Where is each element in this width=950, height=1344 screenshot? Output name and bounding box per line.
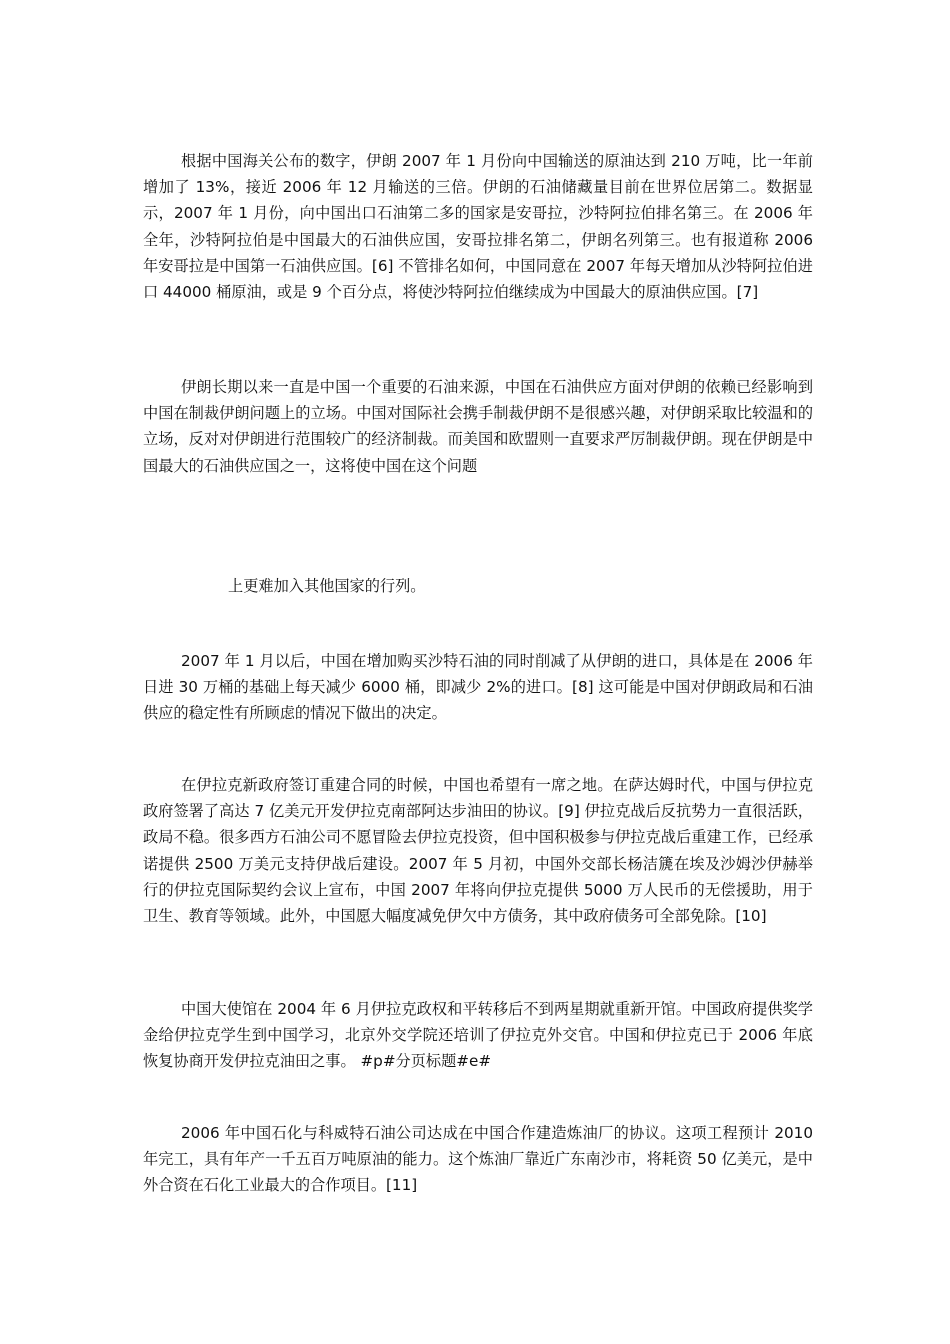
paragraph-refinery: 2006 年中国石化与科威特石油公司达成在中国合作建造炼油厂的协议。这项工程预计 2010 年完工，具有年产一千五百万吨原油的能力。这个炼油厂靠近广东南沙市，将耗资 50 亿美元，是中外合资在石化工业最大的合作项目。[11] xyxy=(143,1124,813,1195)
paragraph-iraq-reconstruction: 在伊拉克新政府签订重建合同的时候，中国也希望有一席之地。在萨达姆时代，中国与伊拉克政府签署了高达 7 亿美元开发伊拉克南部阿达步油田的协议。[9] 伊拉克战后反抗势力一直很活跃，政局不稳。很多西方石油公司不愿冒险去伊拉克投资，但中国积极参与伊拉克战后重建工作，已经承诺提供 2500 万美元支持伊战后建设。2007 年 5 月初，中国外交部长杨洁篪在埃及沙姆沙伊赫举行的伊拉克国际契约会议上宣布，中国 2007 年将向伊拉克提供 5000 万人民币的无偿援助，用于卫生、教育等领域。此外，中国愿大幅度减免伊欠中方债务，其中政府债务可全部免除。[10] xyxy=(143,776,813,926)
paragraph-import-cut: 2007 年 1 月以后，中国在增加购买沙特石油的同时削减了从伊朗的进口，具体是在 2006 年日进 30 万桶的基础上每天减少 6000 桶，即减少 2%的进口。[8] 这可能是中国对伊朗政局和石油供应的稳定性有所顾虑的情况下做出的决定。 xyxy=(143,652,813,723)
paragraph-iran-dependence: 伊朗长期以来一直是中国一个重要的石油来源，中国在石油供应方面对伊朗的依赖已经影响到中国在制裁伊朗问题上的立场。中国对国际社会携手制裁伊朗不是很感兴趣，对伊朗采取比较温和的立场，反对对伊朗进行范围较广的经济制裁。而美国和欧盟则一直要求严厉制裁伊朗。现在伊朗是中国最大的石油供应国之一，这将使中国在这个问题 xyxy=(143,378,813,475)
paragraph-continuation: 上更难加入其他国家的行列。 xyxy=(228,577,426,595)
paragraph-iran-oil-exports: 根据中国海关公布的数字，伊朗 2007 年 1 月份向中国输送的原油达到 210 万吨，比一年前增加了 13%，接近 2006 年 12 月输送的三倍。伊朗的石油储藏量目前在世界位居第二。数据显示，2007 年 1 月份，向中国出口石油第二多的国家是安哥拉，沙特阿拉伯排名第三。在 2006 年全年，沙特阿拉伯是中国最大的石油供应国，安哥拉排名第二，伊朗名列第三。也有报道称 2006 年安哥拉是中国第一石油供应国。[6] 不管排名如何，中国同意在 2007 年每天增加从沙特阿拉伯进口 44000 桶原油，或是 9 个百分点，将使沙特阿拉伯继续成为中国最大的原油供应国。[7] xyxy=(143,152,813,302)
paragraph-embassy: 中国大使馆在 2004 年 6 月伊拉克政权和平转移后不到两星期就重新开馆。中国政府提供奖学金给伊拉克学生到中国学习，北京外交学院还培训了伊拉克外交官。中国和伊拉克已于 2006 年底恢复协商开发伊拉克油田之事。 #p#分页标题#e# xyxy=(143,1000,813,1071)
